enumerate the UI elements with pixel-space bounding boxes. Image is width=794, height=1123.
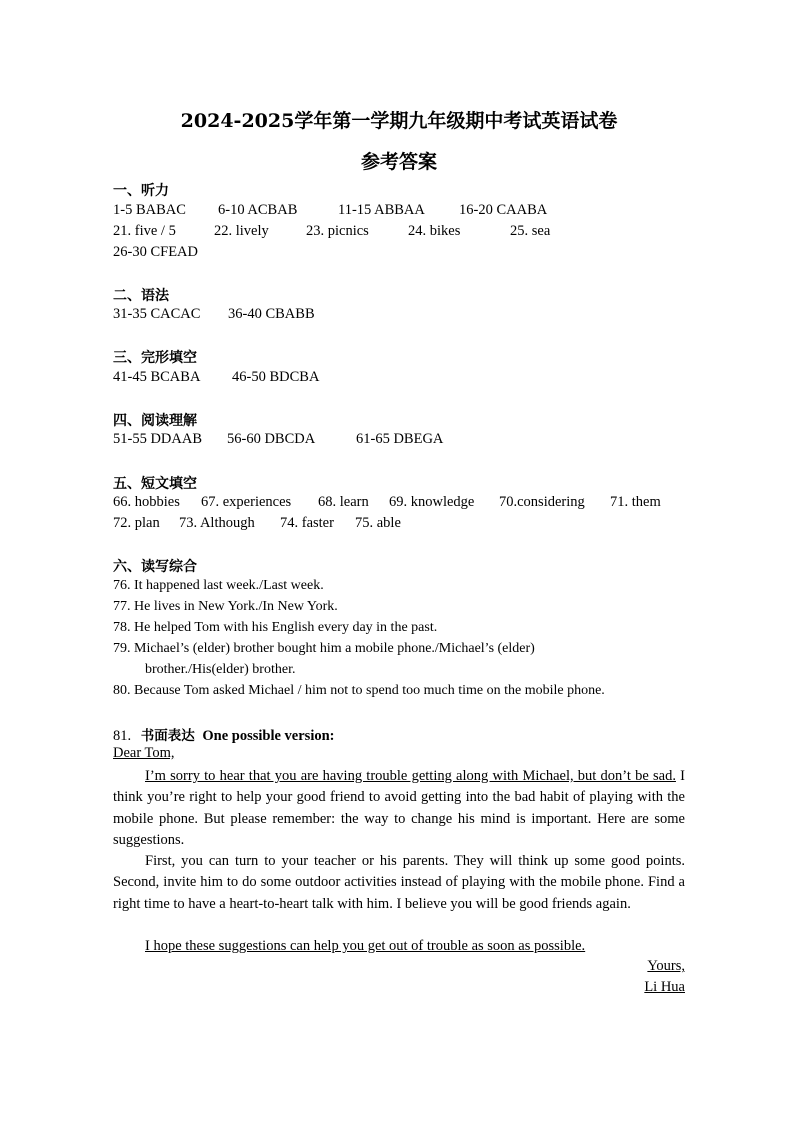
answer-item: 75. able — [355, 515, 401, 531]
answer-79: 79. Michael’s (elder) brother bought him a mobile phone./Michael’s (elder) — [113, 641, 535, 656]
page-subtitle: 参考答案 — [360, 151, 437, 173]
answer-78: 78. He helped Tom with his English every day in the past. — [113, 620, 438, 635]
section-heading-reading: 四、阅读理解 — [113, 413, 197, 429]
answer-item: 25. sea — [510, 223, 551, 239]
answer-77: 77. He lives in New York./In New York. — [113, 599, 338, 614]
section-heading-listening: 一、听力 — [113, 183, 169, 199]
letter-paragraph-1 — [113, 766, 685, 851]
answer-item: 23. picnics — [306, 223, 369, 239]
answer-item: 56-60 DBCDA — [227, 431, 316, 447]
answer-item: 11-15 ABBAA — [338, 202, 425, 218]
section-heading-cloze: 三、完形填空 — [113, 350, 197, 366]
answer-item: 21. five / 5 — [113, 223, 176, 239]
letter-signature: Li Hua — [644, 979, 685, 995]
answer-79-continued: brother./His(elder) brother. — [145, 662, 296, 677]
answer-item: 22. lively — [214, 223, 269, 239]
letter-underlined-sentence: I’m sorry to hear that you are having trouble getting along with Michael, but don’t be sad. — [145, 768, 676, 784]
answer-item: 69. knowledge — [389, 494, 475, 510]
answer-item: 70.considering — [499, 494, 585, 510]
answer-item: 68. learn — [318, 494, 369, 510]
answer-item: 72. plan — [113, 515, 160, 531]
answer-item: 16-20 CAABA — [459, 202, 548, 218]
answer-80: 80. Because Tom asked Michael / him not to spend too much time on the mobile phone. — [113, 683, 605, 698]
letter-paragraph-3 — [113, 936, 685, 957]
writing-heading — [113, 724, 335, 745]
answer-item: 26-30 CFEAD — [113, 244, 198, 260]
section-heading-grammar: 二、语法 — [113, 288, 169, 304]
answer-item: 74. faster — [280, 515, 334, 531]
writing-heading-cn: 书面表达 — [140, 728, 195, 744]
page-title: 2024-2025学年第一学期九年级期中考试英语试卷 — [180, 110, 618, 132]
letter-salutation: Dear Tom, — [113, 745, 175, 761]
answer-item: 31-35 CACAC — [113, 306, 201, 322]
answer-item: 1-5 BABAC — [113, 202, 186, 218]
answer-76: 76. It happened last week./Last week. — [113, 578, 324, 593]
letter-closing: Yours, — [647, 958, 685, 974]
writing-number: 81. — [113, 728, 132, 744]
letter-closing-sentence: I hope these suggestions can help you get out of trouble as soon as possible. — [145, 938, 586, 954]
answer-item: 41-45 BCABA — [113, 369, 201, 385]
answer-item: 24. bikes — [408, 223, 461, 239]
answer-item: 36-40 CBABB — [228, 306, 315, 322]
answer-item: 73. Although — [179, 515, 255, 531]
answer-item: 61-65 DBEGA — [356, 431, 444, 447]
answer-item: 71. them — [610, 494, 661, 510]
answer-item: 67. experiences — [201, 494, 292, 510]
section-heading-comprehensive: 六、读写综合 — [113, 559, 197, 575]
answer-item: 51-55 DDAAB — [113, 431, 203, 447]
answer-item: 46-50 BDCBA — [232, 369, 320, 385]
answer-item: 66. hobbies — [113, 494, 180, 510]
writing-heading-en: One possible version: — [202, 728, 335, 744]
letter-paragraph-2: First, you can turn to your teacher or his parents. They will think up some good points. Second, invite him to do some outdoor activities instead of playing with the mobile phone. Find a right time to have a heart-to-heart talk with him. I believe you will be good friends again. — [113, 853, 685, 912]
answer-item: 6-10 ACBAB — [218, 202, 298, 218]
section-heading-gapfill: 五、短文填空 — [113, 476, 197, 492]
letter-paragraph-1-text: I think you’re right to help your good friend to avoid getting into the bad habit of playing with the mobile phone. But please remember: the way to change his mind is important. Here are some suggestions. — [113, 768, 685, 848]
